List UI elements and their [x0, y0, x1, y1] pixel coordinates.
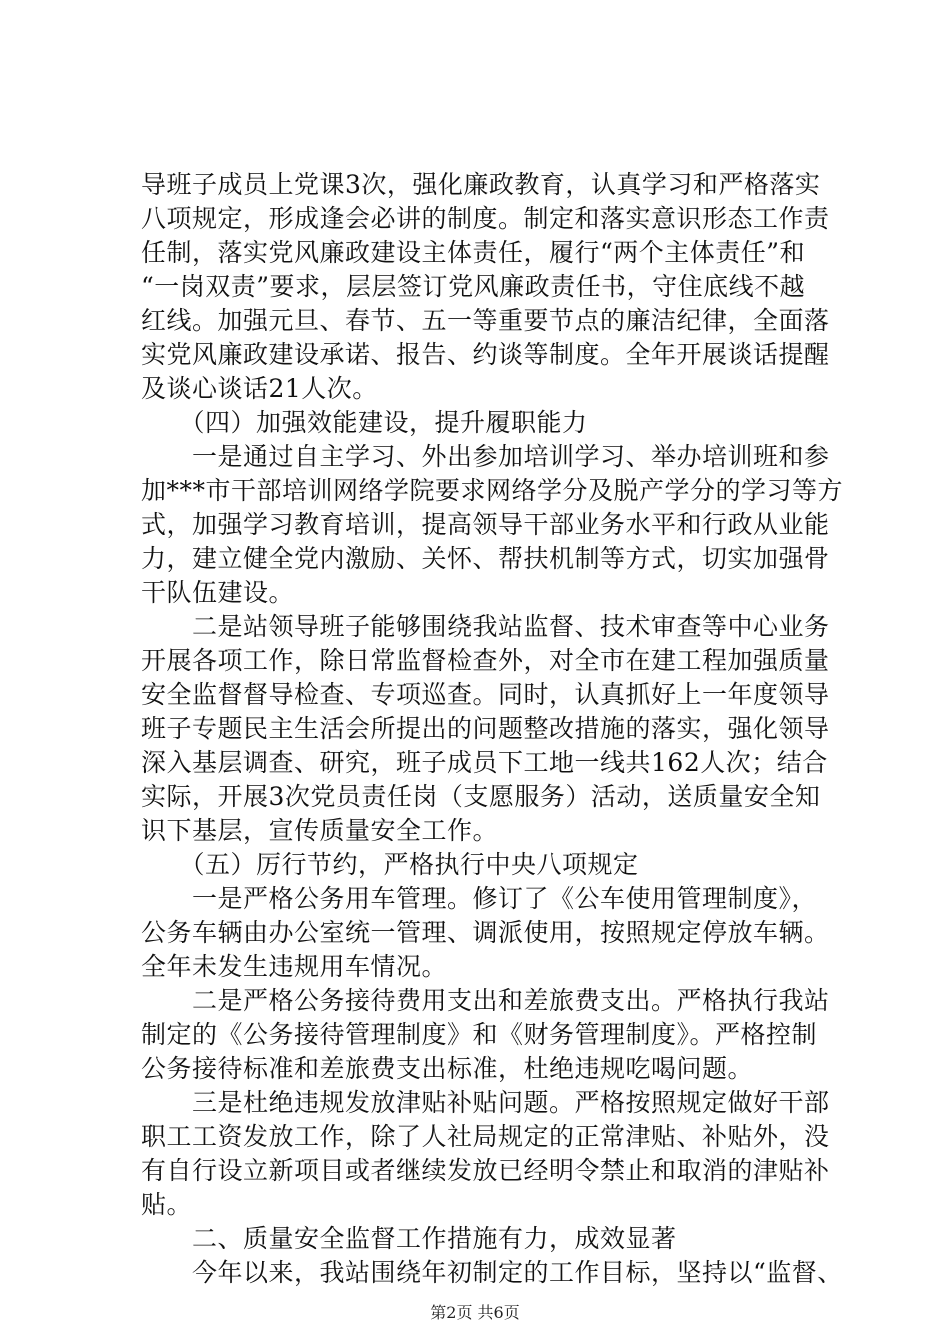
text-line: 干队伍建设。 [141, 578, 295, 607]
text-line: 任制，落实党风廉政建设主体责任，履行“两个主体责任”和 [141, 238, 806, 267]
text-line: 深入基层调查、研究，班子成员下工地一线共162人次；结合 [141, 748, 828, 777]
text-line: 二是站领导班子能够围绕我站监督、技术审查等中心业务 [141, 612, 830, 641]
text-line: 实际，开展3次党员责任岗（支愿服务）活动，送质量安全知 [141, 782, 821, 811]
text-line: 一是严格公务用车管理。修订了《公车使用管理制度》， [141, 884, 818, 913]
text-line: 力，建立健全党内激励、关怀、帮扶机制等方式，切实加强骨 [141, 544, 830, 573]
text-line: “一岗双责”要求，层层签订党风廉政责任书，守住底线不越 [141, 272, 806, 301]
text-line: （四）加强效能建设，提升履职能力 [141, 408, 588, 437]
text-line: 公务接待标准和差旅费支出标准，杜绝违规吃喝问题。 [141, 1054, 754, 1083]
text-line: 班子专题民主生活会所提出的问题整改措施的落实，强化领导 [141, 714, 830, 743]
text-line: 全年未发生违规用车情况。 [141, 952, 448, 981]
text-line: 公务车辆由办公室统一管理、调派使用，按照规定停放车辆。 [141, 918, 830, 947]
text-line: 八项规定，形成逢会必讲的制度。制定和落实意识形态工作责 [141, 204, 830, 233]
text-line: 今年以来，我站围绕年初制定的工作目标，坚持以“监督、 [141, 1258, 843, 1287]
text-line: 二是严格公务接待费用支出和差旅费支出。严格执行我站 [141, 986, 830, 1015]
text-line: 开展各项工作，除日常监督检查外，对全市在建工程加强质量 [141, 646, 830, 675]
text-line: 及谈心谈话21人次。 [141, 374, 378, 403]
text-line: 红线。加强元旦、春节、五一等重要节点的廉洁纪律，全面落 [141, 306, 830, 335]
text-line: 导班子成员上党课3次，强化廉政教育，认真学习和严格落实 [141, 170, 821, 199]
text-line: 一是通过自主学习、外出参加培训学习、举办培训班和参 [141, 442, 830, 471]
text-line: 式，加强学习教育培训，提高领导干部业务水平和行政从业能 [141, 510, 830, 539]
text-line: 职工工资发放工作，除了人社局规定的正常津贴、补贴外，没 [141, 1122, 830, 1151]
page-footer: 第2页 共6页 [430, 1303, 520, 1322]
text-line: （五）厉行节约，严格执行中央八项规定 [141, 850, 639, 879]
text-line: 有自行设立新项目或者继续发放已经明令禁止和取消的津贴补 [141, 1156, 830, 1185]
text-line: 加***市干部培训网络学院要求网络学分及脱产学分的学习等方 [141, 476, 844, 505]
text-line: 实党风廉政建设承诺、报告、约谈等制度。全年开展谈话提醒 [141, 340, 830, 369]
text-line: 安全监督督导检查、专项巡查。同时，认真抓好上一年度领导 [141, 680, 830, 709]
text-line: 三是杜绝违规发放津贴补贴问题。严格按照规定做好干部 [141, 1088, 830, 1117]
text-line: 制定的《公务接待管理制度》和《财务管理制度》。严格控制 [141, 1020, 818, 1049]
text-line: 贴。 [141, 1190, 193, 1219]
text-line: 识下基层，宣传质量安全工作。 [141, 816, 499, 845]
document-body [141, 168, 851, 1290]
text-line: 二、质量安全监督工作措施有力，成效显著 [141, 1224, 677, 1253]
